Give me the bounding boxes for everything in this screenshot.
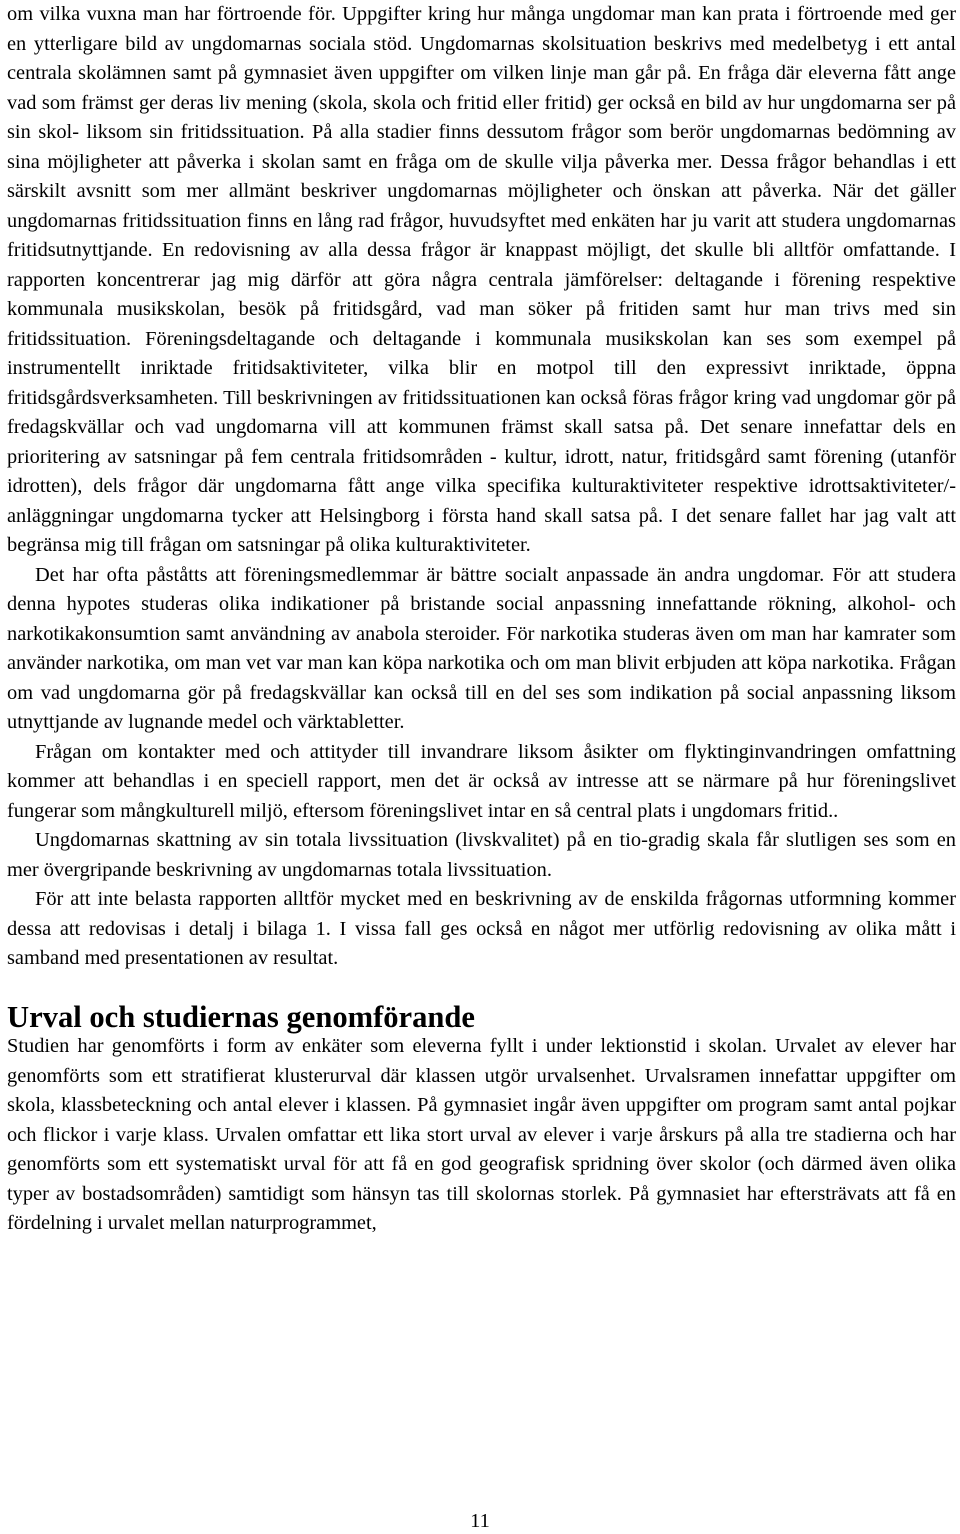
body-paragraph-3: Frågan om kontakter med och attityder till invandrare liksom åsikter om flyktinginvandringen omfattning kommer att behandlas i en speciell rapport, men det är också av intresse att se närmare på hur föreningslivet fungerar som mångkulturell miljö, eftersom föreningslivet intar en så central plats i ungdomars fritid.. bbox=[7, 740, 956, 822]
section-paragraph: Studien har genomförts i form av enkäter som eleverna fyllt i under lektionstid i skolan. Urvalet av elever har genomförts som ett stratifierat klusterurval där klassen utgör urvalsenhet. Urvalsramen innefattar uppgifter om skola, klassbeteckning och antal elever i klassen. På gymnasiet ingår även uppgifter om program samt antal pojkar och flickor i varje klass. Urvalen omfattar ett lika stort urval av elever i varje årskurs på alla tre stadierna och har genomförts som ett systematiskt urval för att få en god geografisk spridning över skolor (och därmed även olika typer av bostadsområden) samtidigt som hänsyn tas till skolornas storlek. På gymnasiet har eftersträvats att få en fördelning i urvalet mellan naturprogrammet, bbox=[7, 1035, 956, 1234]
body-paragraph-2: Det har ofta påståtts att föreningsmedlemmar är bättre socialt anpassade än andra ungdomar. För att studera denna hypotes studeras olika indikationer på bristande social anpassning innefattande rökning, alkohol- och narkotikakonsumtion samt användning av anabola steroider. För narkotika studeras även om man har kamrater som använder narkotika, om man vet var man kan köpa narkotika och om man blivit erbjuden att köpa narkotika. Frågan om vad ungdomarna gör på fredagskvällar kan också till en del ses som indikation på social anpassning liksom utnyttjande av lugnande medel och värktabletter. bbox=[7, 563, 956, 733]
page-number: 11 bbox=[470, 1510, 490, 1532]
body-paragraph-1: om vilka vuxna man har förtroende för. Uppgifter kring hur många ungdomar man kan prata i förtroende med ger en ytterligare bild av ungdomarnas sociala stöd. Ungdomarnas skolsituation beskrivs med medelbetyg i ett antal centrala skolämnen samt på gymnasiet även uppgifter om vilken linje man går på. En fråga där eleverna fått ange vad som främst ger deras liv mening (skola, skola och fritid eller fritid) ger också en bild av hur ungdomarna ser på sin skol- liksom sin fritidssituation. På alla stadier finns dessutom frågor som berör ungdomarnas bedömning av sina möjligheter att påverka i skolan samt en fråga om de skulle vilja påverka mer. Dessa frågor behandlas i ett särskilt avsnitt som mer allmänt beskriver ungdomarnas möjligheter och önskan att påverka. När det gäller ungdomarnas fritidssituation finns en lång rad frågor, huvudsyftet med enkäten har ju varit att studera ungdomarnas fritidsutnyttjande. En redovisning av alla dessa frågor är knappast möjligt, det skulle bli alltför omfattande. I rapporten koncentrerar jag mig därför att göra några centrala jämförelser: deltagande i förening respektive kommunala musikskolan, besök på fritidsgård, vad man söker på fritiden samt hur man trivs med sin fritidssituation. Föreningsdeltagande och deltagande i kommunala musikskolan kan ses som exempel på instrumentellt inriktade fritidsaktiviteter, vilka blir en motpol till den expressivt inriktade, öppna fritidsgårdsverksamheten. Till beskrivningen av fritidssituationen kan också föras frågor kring vad ungdomar gör på fredagskvällar och vad ungdomarna vill att kommunen främst skall satsa på. Det senare innefattar dels en prioritering av satsningar på fem centrala fritidsområden - kultur, idrott, natur, fritidsgård samt förening (utanför idrotten), dels frågor där ungdomarna fått ange vilka specifika kulturaktiviteter respektive idrottsaktiviteter/- anläggningar ungdomarna tycker att Helsingborg i första hand skall satsa på. I det senare fallet har jag valt att begränsa mig till frågan om satsningar på olika kulturaktiviteter. bbox=[7, 3, 956, 556]
section-heading: Urval och studiernas genomförande bbox=[7, 999, 476, 1034]
body-paragraph-4: Ungdomarnas skattning av sin totala livssituation (livskvalitet) på en tio-gradig skala får slutligen ses som en mer övergripande beskrivning av ungdomarnas totala livssituation. bbox=[7, 829, 956, 881]
document-page bbox=[7, 0, 956, 1239]
body-paragraph-5: För att inte belasta rapporten alltför mycket med en beskrivning av de enskilda frågornas utformning kommer dessa att redovisas i detalj i bilaga 1. I vissa fall ges också en något mer utförlig redovisning av olika mått i samband med presentationen av resultat. bbox=[7, 888, 956, 969]
